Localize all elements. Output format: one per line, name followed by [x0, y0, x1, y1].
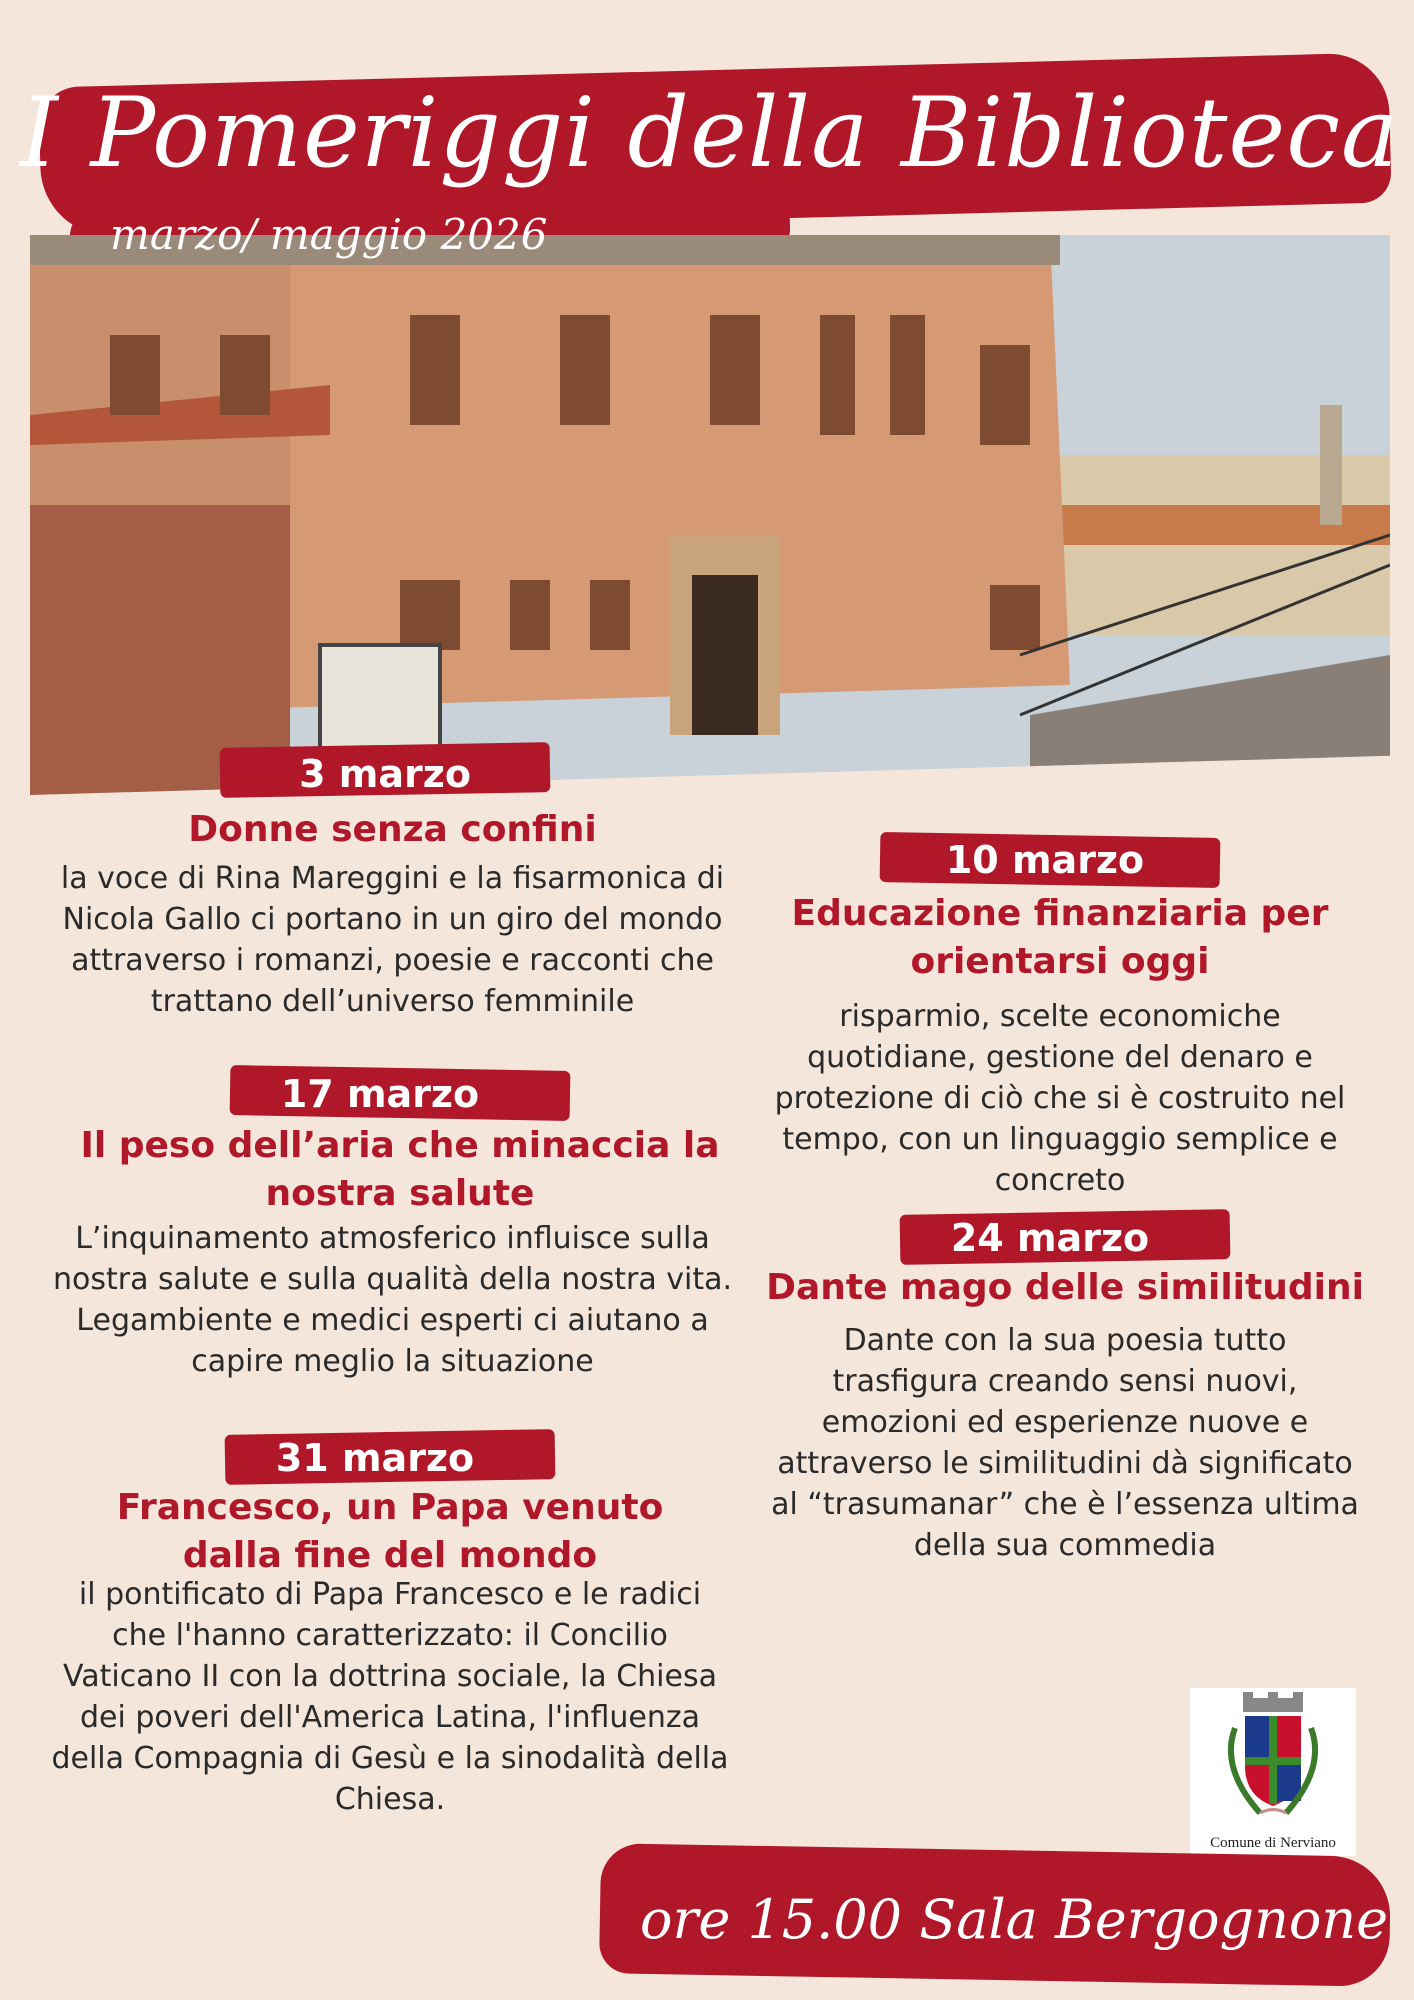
- comune-logo: [1190, 1688, 1356, 1856]
- page-subtitle: marzo/ maggio 2026: [110, 210, 548, 259]
- event-title: Dante mago delle similitudini: [766, 1267, 1364, 1308]
- logo-caption: Comune di Nerviano: [1210, 1835, 1336, 1851]
- event-description: la voce di Rina Mareggini e la fisarmonica di Nicola Gallo ci portano in un giro del mondo attraverso i romanzi, poesie e racconti che trattano dell’universo femminile: [60, 861, 725, 1019]
- event-description: il pontificato di Papa Francesco e le radici che l'hanno caratterizzato: il Concilio Vaticano II con la dottrina sociale, la Chiesa dei poveri dell'America Latina, l'influenza della Compagnia di Gesù e la sinodalità della Chiesa.: [51, 1577, 729, 1817]
- event-title: Francesco, un Papa venuto dalla fine del mondo: [116, 1487, 664, 1576]
- event-title: Educazione finanziaria per orientarsi oggi: [791, 893, 1329, 982]
- event-title: Il peso dell’aria che minaccia la nostra salute: [80, 1125, 720, 1214]
- library-photo: [30, 235, 1390, 795]
- footer-text: ore 15.00 Sala Bergognone: [640, 1888, 1389, 1951]
- event-date: 24 marzo: [950, 1216, 1150, 1260]
- event-date: 10 marzo: [945, 838, 1145, 882]
- event-description: risparmio, scelte economiche quotidiane, gestione del denaro e protezione di ciò che si è costruito nel tempo, con un linguaggio semplice e concreto: [774, 999, 1346, 1198]
- event-title: Donne senza confini: [188, 809, 597, 850]
- event-date: 31 marzo: [275, 1436, 475, 1480]
- event-date: 17 marzo: [280, 1072, 480, 1116]
- event-date: 3 marzo: [299, 752, 471, 796]
- event-description: Dante con la sua poesia tutto trasfigura creando sensi nuovi, emozioni ed esperienze nuove e attraverso le similitudini dà significato al “trasumanar” che è l’essenza ultima della sua commedia: [771, 1323, 1359, 1563]
- page-title: I Pomeriggi della Biblioteca: [20, 77, 1400, 189]
- event-description: L’inquinamento atmosferico influisce sulla nostra salute e sulla qualità della nostra vita. Legambiente e medici esperti ci aiutano a capire meglio la situazione: [52, 1221, 733, 1379]
